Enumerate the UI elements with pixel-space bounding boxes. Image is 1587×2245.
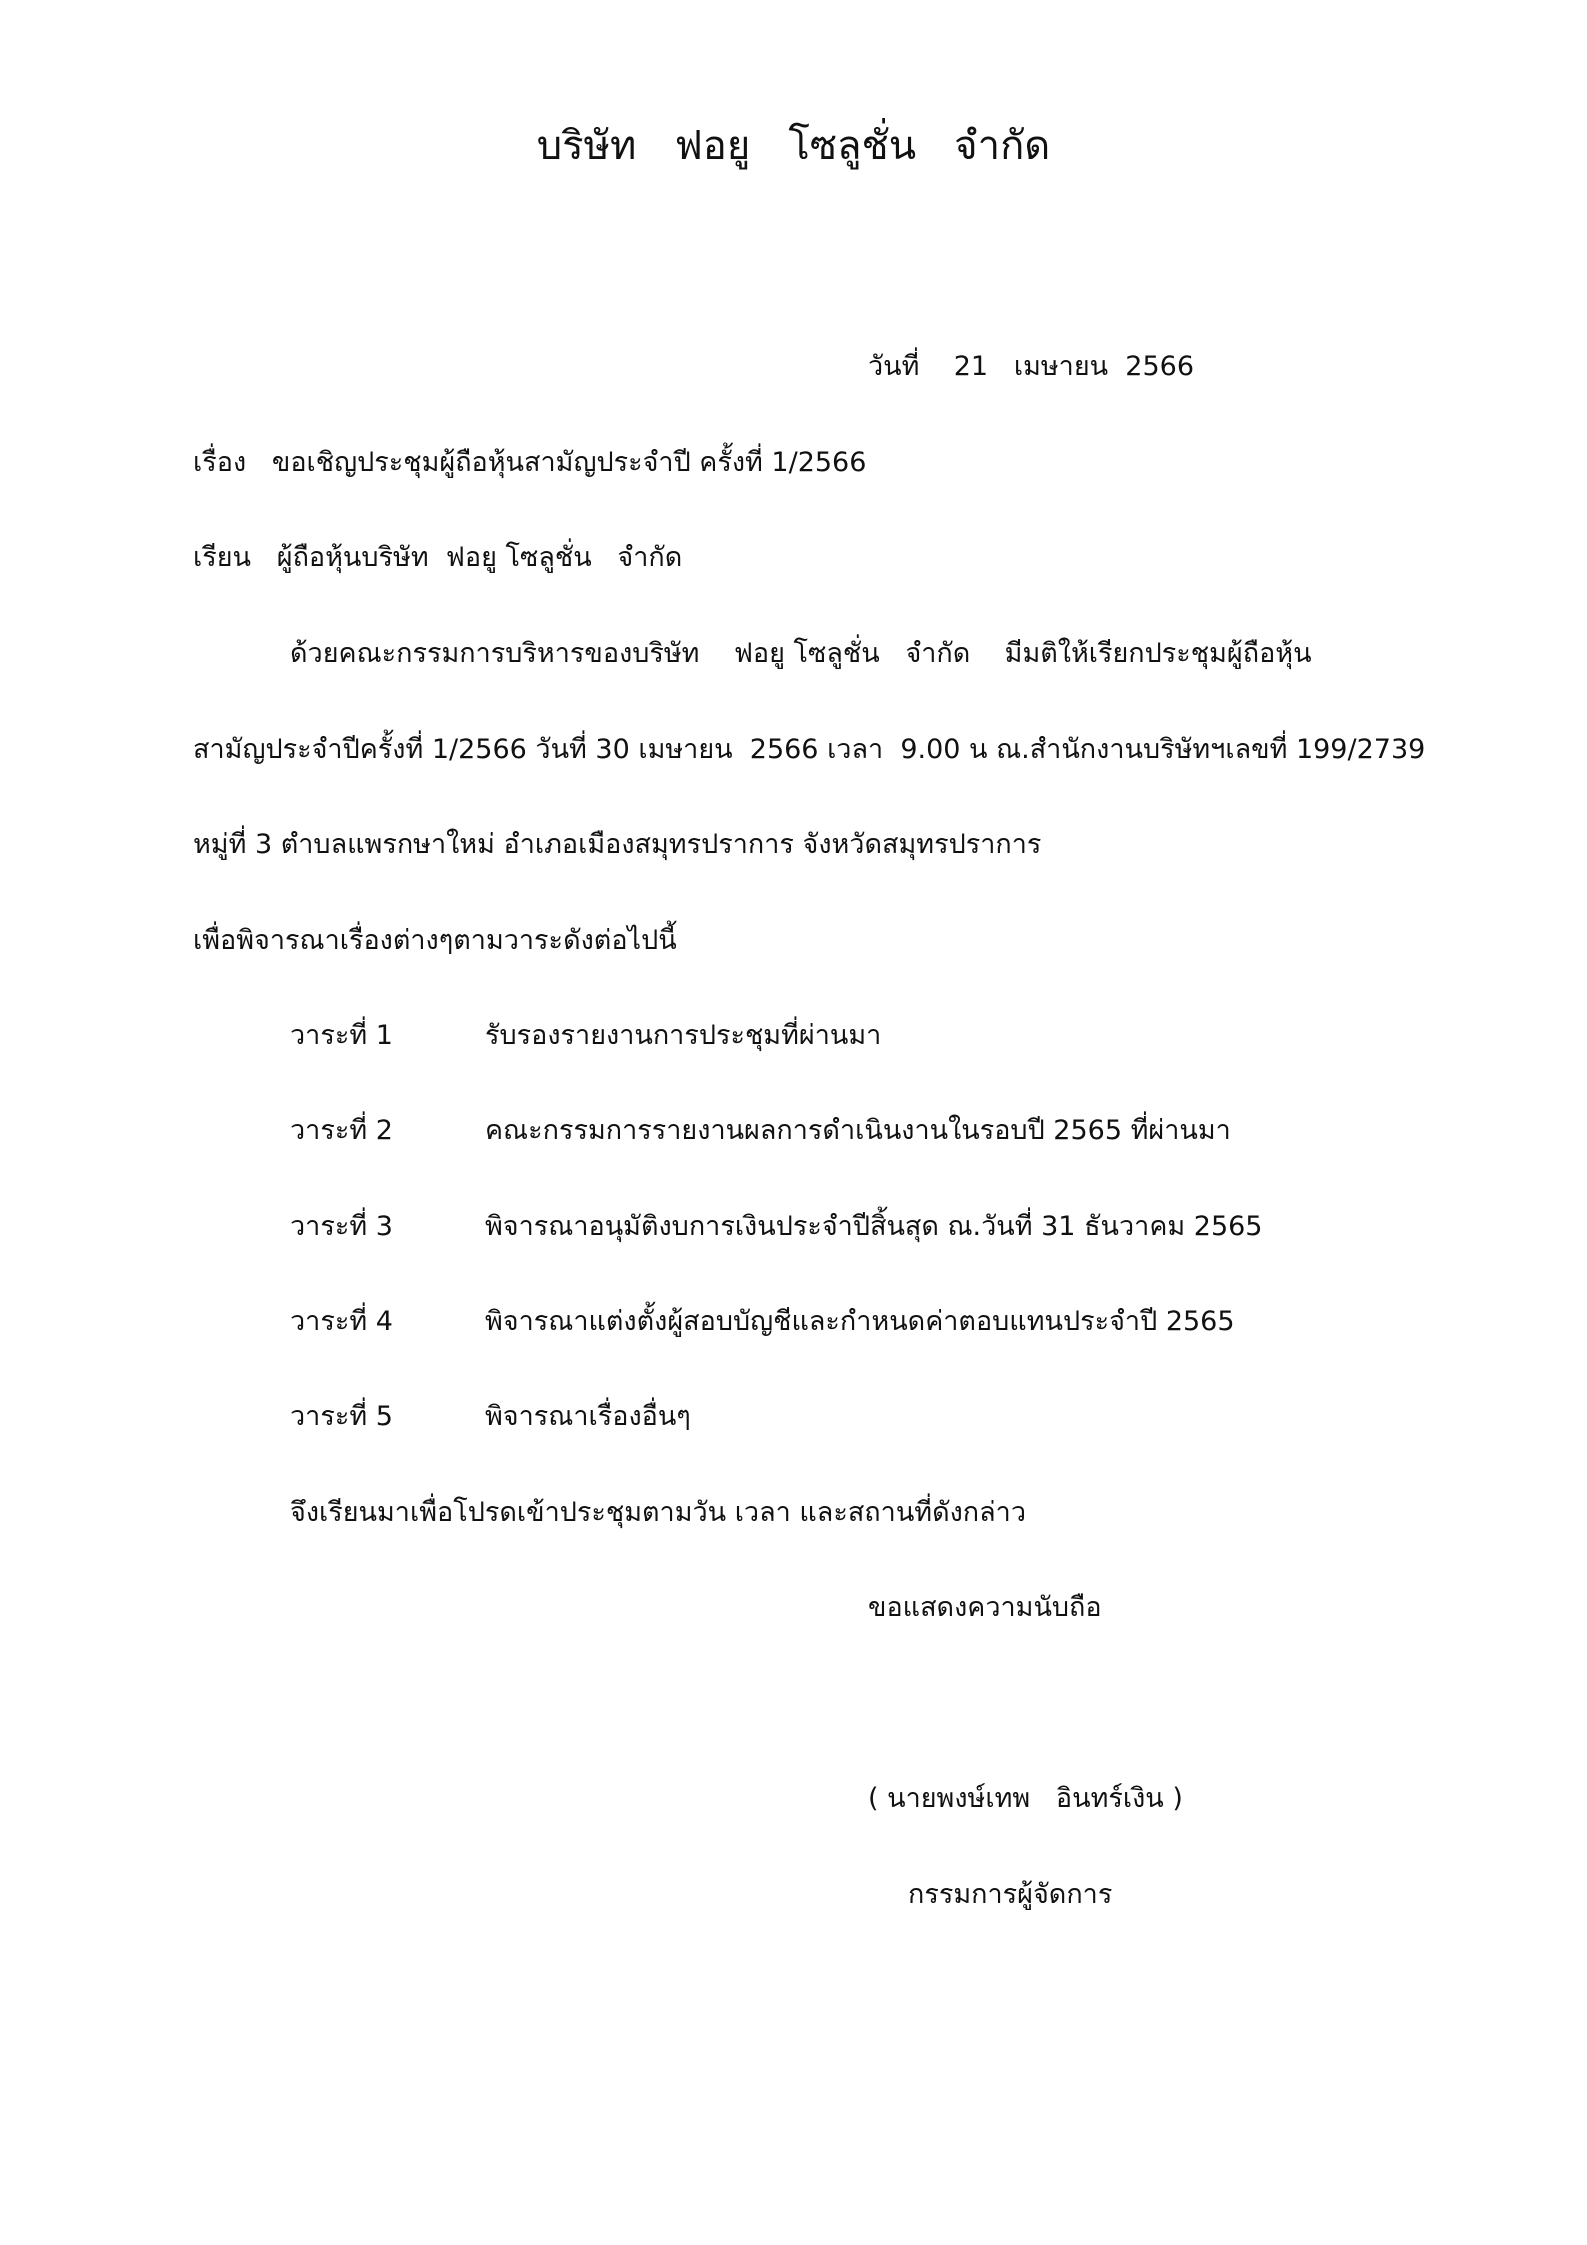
recipient-line: เรียน ผู้ถือหุ้นบริษัท ฟอยู โซลูชั่น จำกัด (193, 542, 683, 573)
agenda-label: วาระที่ 2 (290, 1115, 393, 1146)
signatory-name: ( นายพงษ์เทพ อินทร์เงิน ) (868, 1783, 1183, 1814)
body-paragraph-line-1: ด้วยคณะกรรมการบริหารของบริษัท ฟอยู โซลูชั่น จำกัด มีมติให้เรียกประชุมผู้ถือหุ้น (290, 638, 1312, 669)
agenda-label: วาระที่ 1 (290, 1020, 393, 1051)
agenda-text: พิจารณาเรื่องอื่นๆ (485, 1401, 691, 1432)
agenda-text: รับรองรายงานการประชุมที่ผ่านมา (485, 1020, 882, 1051)
subject-line: เรื่อง ขอเชิญประชุมผู้ถือหุ้นสามัญประจำปี ครั้งที่ 1/2566 (193, 447, 867, 478)
body-paragraph-line-4: เพื่อพิจารณาเรื่องต่างๆตามวาระดังต่อไปนี้ (193, 925, 677, 956)
agenda-text: พิจารณาแต่งตั้งผู้สอบบัญชีและกำหนดค่าตอบแทนประจำปี 2565 (485, 1306, 1235, 1337)
closing-line: จึงเรียนมาเพื่อโปรดเข้าประชุมตามวัน เวลา และสถานที่ดังกล่าว (290, 1497, 1027, 1528)
agenda-label: วาระที่ 4 (290, 1306, 393, 1337)
body-paragraph-line-3: หมู่ที่ 3 ตำบลแพรกษาใหม่ อำเภอเมืองสมุทรปราการ จังหวัดสมุทรปราการ (193, 829, 1042, 860)
regards-line: ขอแสดงความนับถือ (868, 1592, 1102, 1623)
agenda-label: วาระที่ 3 (290, 1211, 393, 1242)
signatory-title: กรรมการผู้จัดการ (908, 1879, 1113, 1910)
agenda-text: คณะกรรมการรายงานผลการดำเนินงานในรอบปี 2565 ที่ผ่านมา (485, 1115, 1231, 1146)
body-paragraph-line-2: สามัญประจำปีครั้งที่ 1/2566 วันที่ 30 เมษายน 2566 เวลา 9.00 น ณ.สำนักงานบริษัทฯเลขที่ 199/2739 (193, 734, 1426, 765)
date-line: วันที่ 21 เมษายน 2566 (868, 351, 1194, 382)
company-title: บริษัท ฟอยู โซลูชั่น จำกัด (536, 123, 1051, 169)
agenda-label: วาระที่ 5 (290, 1401, 393, 1432)
agenda-text: พิจารณาอนุมัติงบการเงินประจำปีสิ้นสุด ณ.วันที่ 31 ธันวาคม 2565 (485, 1211, 1263, 1242)
